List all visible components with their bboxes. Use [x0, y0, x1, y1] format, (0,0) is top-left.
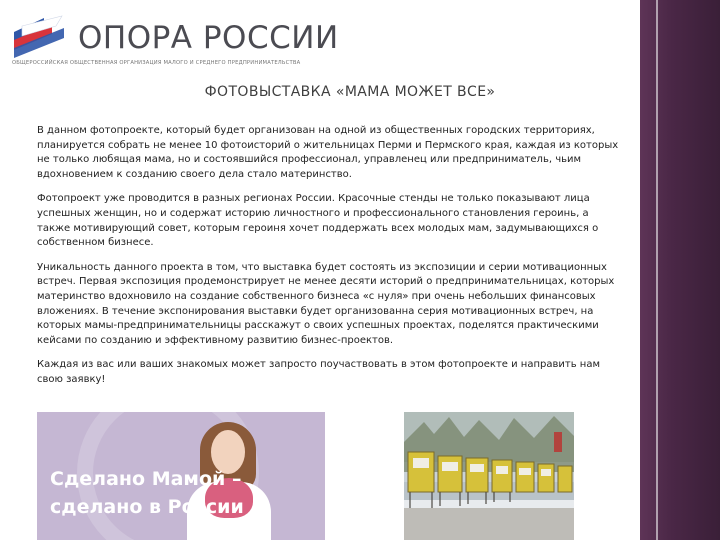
promo-banner-image: [37, 412, 325, 540]
paragraph: Уникальность данного проекта в том, что выставка будет состоять из экспозиции и серии мотивационных встреч. Первая экспозиция продемонстрирует не менее десяти историй о предпринимательницах, которых материнство вдохновило на создание собственного бизнеса «с нуля» при очень небольших финансовых вложениях. В течение экспонирования выставки будет организованна серия мотивационных встреч, на которых мамы-предпринимательницы расскажут о своих успешных проектах, поделятся практическими кейсами по созданию и эффективному развитию бизнес-проектов.: [37, 261, 615, 346]
paragraph: Фотопроект уже проводится в разных регионах России. Красочные стенды не только показывают лица успешных женщин, но и содержат историю личностного и профессионального становления героинь, а также мотивирующий совет, которым героиня хочет поддержать всех молодых мам, задумывающихся о собственном бизнесе.: [37, 193, 599, 249]
right-decor-strip: [640, 0, 720, 540]
exhibition-photo: [404, 412, 574, 540]
slide-title: ФОТОВЫСТАВКА «МАМА МОЖЕТ ВСЕ»: [204, 84, 496, 100]
promo-text-line-2: сделано в России: [50, 496, 244, 518]
outdoor-exhibition-stands-image: [404, 412, 574, 540]
body-text: [37, 124, 622, 398]
paragraph: В данном фотопроекте, который будет организован на одной из общественных городских территориях, планируется собрать не менее 10 фотоисторий о жительницах Перми и Пермского края, каждая из которых не только любящая мама, но и состоявшийся профессионал, управленец или предприниматель, чьим вдохновением к созданию своего дела стало материнство.: [37, 125, 619, 180]
opora-logo: [12, 14, 339, 64]
paragraph: Каждая из вас или ваших знакомых может запросто поучаствовать в этом фотопроекте и направить нам свою заявку!: [37, 359, 600, 385]
decor-line: [656, 0, 658, 540]
promo-text-line-1: Сделано Мамой –: [50, 468, 242, 490]
logo-subtitle: ОБЩЕРОССИЙСКАЯ ОБЩЕСТВЕННАЯ ОРГАНИЗАЦИЯ МАЛОГО И СРЕДНЕГО ПРЕДПРИНИМАТЕЛЬСТВА: [12, 60, 301, 66]
flag-emblem-icon: [12, 14, 70, 58]
logo-wordmark: ОПОРА РОССИИ: [78, 20, 339, 56]
